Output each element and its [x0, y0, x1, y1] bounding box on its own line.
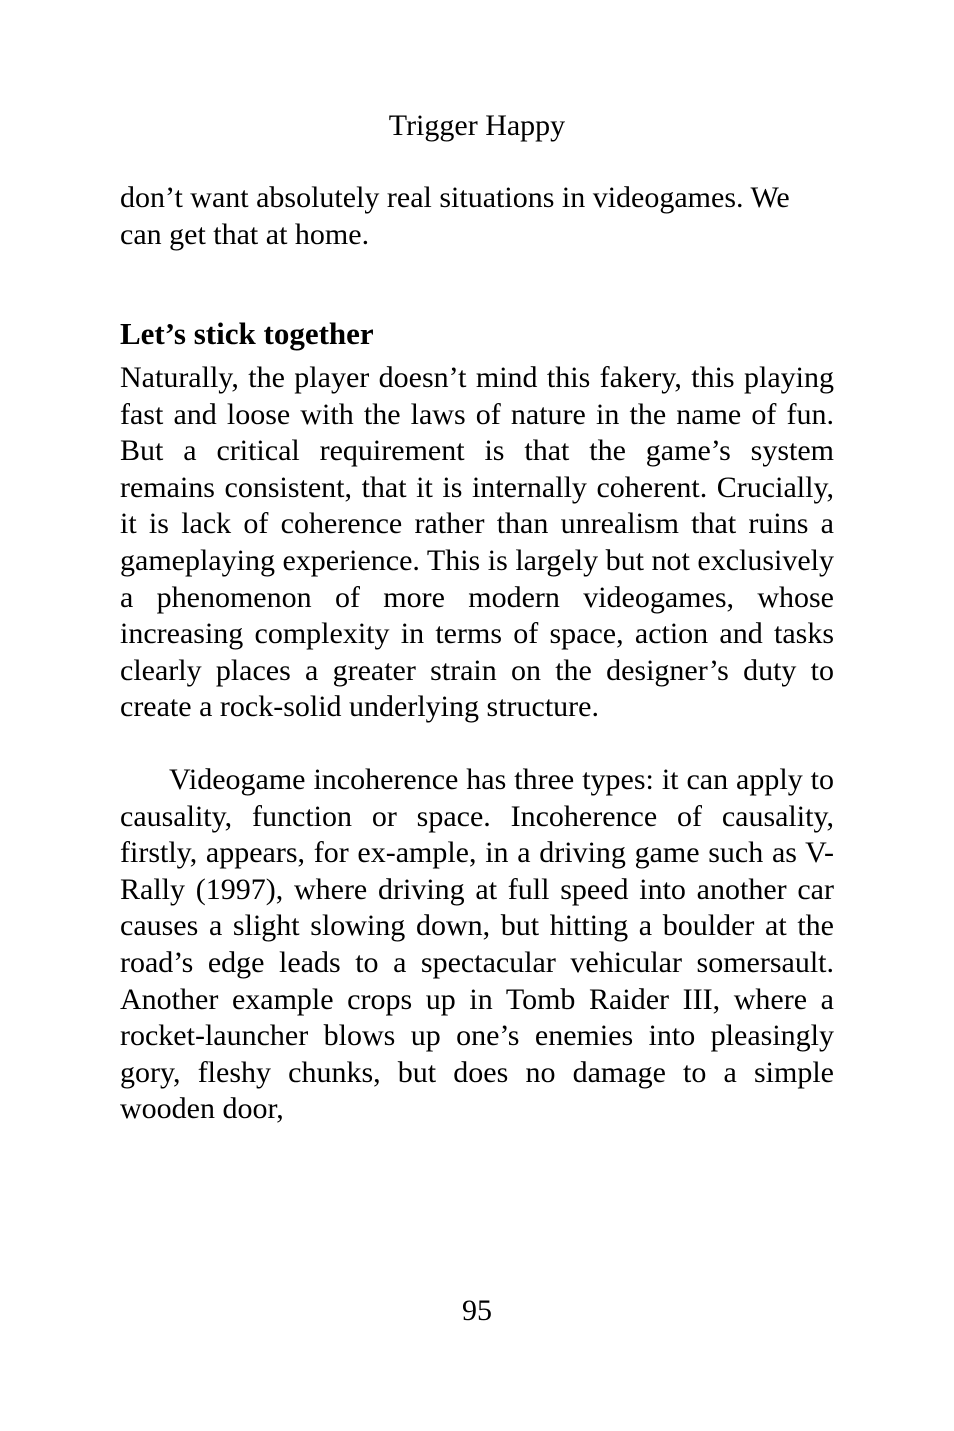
body-paragraph-2: Videogame incoherence has three types: it can apply to causality, function or space. Incoherence of causality, firstly, appears, for ex-ample, in a driving game such as V-Rally (1997), where driving at full speed into another car causes a slight slowing down, but hitting a boulder at the road’s edge leads to a spectacular vehicular somersault. Another example crops up in Tomb Raider III, where a rocket-launcher blows up one’s enemies into pleasingly gory, fleshy chunks, but does no damage to a simple wooden door,: [120, 763, 834, 1126]
running-head: Trigger Happy: [388, 109, 566, 142]
page-number: 95: [462, 1294, 492, 1327]
section-heading: Let’s stick together: [120, 316, 374, 351]
body-paragraph-1: Naturally, the player doesn’t mind this fakery, this playing fast and loose with the laws of nature in the name of fun. But a critical requirement is that the game’s system remains consistent, that it is internally coherent. Crucially, it is lack of coherence rather than unrealism that ruins a gameplaying experience. This is largely but not exclusively a phenomenon of more modern videogames, whose increasing complexity in terms of space, action and tasks clearly places a greater strain on the designer’s duty to create a rock-solid underlying structure.: [120, 361, 834, 724]
opening-text: don’t want absolutely real situations in videogames. We can get that at home.: [120, 181, 790, 251]
